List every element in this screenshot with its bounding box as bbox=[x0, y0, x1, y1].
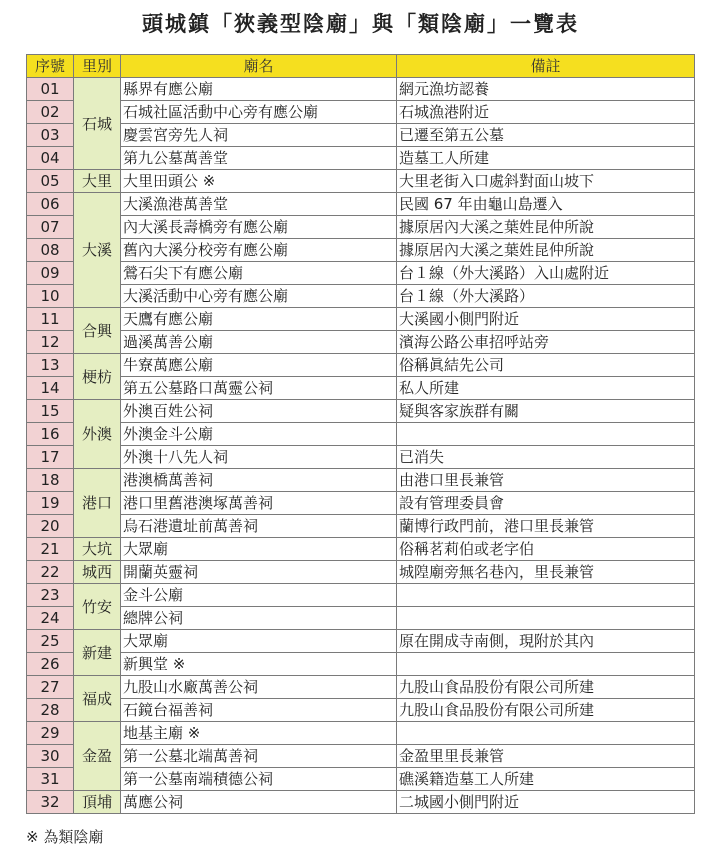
temple-name: 外澳金斗公廟 bbox=[121, 423, 397, 446]
row-number: 24 bbox=[27, 607, 74, 630]
temple-name: 九股山水廠萬善公祠 bbox=[121, 676, 397, 699]
row-number: 03 bbox=[27, 124, 74, 147]
temple-name: 外澳百姓公祠 bbox=[121, 400, 397, 423]
temple-name: 過溪萬善公廟 bbox=[121, 331, 397, 354]
table-header-row bbox=[27, 55, 695, 78]
row-number: 07 bbox=[27, 216, 74, 239]
temple-name: 總牌公祠 bbox=[121, 607, 397, 630]
table-row bbox=[27, 147, 695, 170]
row-number: 20 bbox=[27, 515, 74, 538]
row-number: 15 bbox=[27, 400, 74, 423]
remark: 金盈里里長兼管 bbox=[397, 745, 695, 768]
row-number: 01 bbox=[27, 78, 74, 101]
village-cell: 頂埔 bbox=[74, 791, 121, 814]
village-cell: 福成 bbox=[74, 676, 121, 722]
row-number: 05 bbox=[27, 170, 74, 193]
temple-table bbox=[26, 54, 695, 814]
temple-name: 第一公墓北端萬善祠 bbox=[121, 745, 397, 768]
row-number: 19 bbox=[27, 492, 74, 515]
row-number: 23 bbox=[27, 584, 74, 607]
village-cell: 大溪 bbox=[74, 193, 121, 308]
table-row bbox=[27, 354, 695, 377]
row-number: 18 bbox=[27, 469, 74, 492]
row-number: 06 bbox=[27, 193, 74, 216]
remark: 蘭博行政門前，港口里長兼管 bbox=[397, 515, 695, 538]
row-number: 04 bbox=[27, 147, 74, 170]
remark: 俗稱眞結先公司 bbox=[397, 354, 695, 377]
table-body bbox=[27, 78, 695, 814]
row-number: 31 bbox=[27, 768, 74, 791]
remark: 台１線（外大溪路） bbox=[397, 285, 695, 308]
remark: 設有管理委員會 bbox=[397, 492, 695, 515]
table-row bbox=[27, 216, 695, 239]
table-row bbox=[27, 745, 695, 768]
remark bbox=[397, 722, 695, 745]
remark: 大溪國小側門附近 bbox=[397, 308, 695, 331]
temple-name: 外澳十八先人祠 bbox=[121, 446, 397, 469]
table-row bbox=[27, 308, 695, 331]
table-row bbox=[27, 446, 695, 469]
village-cell: 梗枋 bbox=[74, 354, 121, 400]
row-number: 27 bbox=[27, 676, 74, 699]
village-cell: 城西 bbox=[74, 561, 121, 584]
row-number: 17 bbox=[27, 446, 74, 469]
table-row bbox=[27, 469, 695, 492]
remark: 大里老街入口處斜對面山坡下 bbox=[397, 170, 695, 193]
temple-name: 內大溪長壽橋旁有應公廟 bbox=[121, 216, 397, 239]
row-number: 13 bbox=[27, 354, 74, 377]
temple-name: 牛寮萬應公廟 bbox=[121, 354, 397, 377]
remark: 已消失 bbox=[397, 446, 695, 469]
table-row bbox=[27, 607, 695, 630]
table-row bbox=[27, 377, 695, 400]
remark: 城隍廟旁無名巷內，里長兼管 bbox=[397, 561, 695, 584]
temple-name: 港口里舊港澳塚萬善祠 bbox=[121, 492, 397, 515]
table-row bbox=[27, 170, 695, 193]
temple-name: 石鏡台福善祠 bbox=[121, 699, 397, 722]
temple-name: 慶雲宮旁先人祠 bbox=[121, 124, 397, 147]
temple-name: 港澳橋萬善祠 bbox=[121, 469, 397, 492]
header-no: 序號 bbox=[27, 55, 74, 78]
header-note: 備註 bbox=[397, 55, 695, 78]
temple-name: 石城社區活動中心旁有應公廟 bbox=[121, 101, 397, 124]
row-number: 28 bbox=[27, 699, 74, 722]
remark: 網元漁坊認養 bbox=[397, 78, 695, 101]
remark: 九股山食品股份有限公司所建 bbox=[397, 676, 695, 699]
table-row bbox=[27, 630, 695, 653]
village-cell: 石城 bbox=[74, 78, 121, 170]
temple-name: 開蘭英靈祠 bbox=[121, 561, 397, 584]
temple-name: 第一公墓南端積德公祠 bbox=[121, 768, 397, 791]
remark bbox=[397, 653, 695, 676]
row-number: 29 bbox=[27, 722, 74, 745]
temple-name: 大里田頭公 ※ bbox=[121, 170, 397, 193]
village-cell: 大里 bbox=[74, 170, 121, 193]
remark bbox=[397, 423, 695, 446]
temple-name: 舊內大溪分校旁有應公廟 bbox=[121, 239, 397, 262]
table-row bbox=[27, 331, 695, 354]
temple-name: 縣界有應公廟 bbox=[121, 78, 397, 101]
header-name: 廟名 bbox=[121, 55, 397, 78]
table-row bbox=[27, 78, 695, 101]
table-row bbox=[27, 722, 695, 745]
temple-name: 第五公墓路口萬靈公祠 bbox=[121, 377, 397, 400]
table-row bbox=[27, 492, 695, 515]
remark: 礁溪籍造墓工人所建 bbox=[397, 768, 695, 791]
village-cell: 新建 bbox=[74, 630, 121, 676]
remark bbox=[397, 584, 695, 607]
table-row bbox=[27, 561, 695, 584]
remark: 造墓工人所建 bbox=[397, 147, 695, 170]
row-number: 14 bbox=[27, 377, 74, 400]
row-number: 02 bbox=[27, 101, 74, 124]
temple-name: 第九公墓萬善堂 bbox=[121, 147, 397, 170]
row-number: 30 bbox=[27, 745, 74, 768]
table-row bbox=[27, 423, 695, 446]
remark: 俗稱茗莉伯或老字伯 bbox=[397, 538, 695, 561]
table-row bbox=[27, 676, 695, 699]
row-number: 09 bbox=[27, 262, 74, 285]
table-row bbox=[27, 584, 695, 607]
remark: 已遷至第五公墓 bbox=[397, 124, 695, 147]
footnote: ※ 為類陰廟 bbox=[26, 828, 104, 846]
table-row bbox=[27, 124, 695, 147]
remark: 石城漁港附近 bbox=[397, 101, 695, 124]
table-row bbox=[27, 239, 695, 262]
remark: 疑與客家族群有關 bbox=[397, 400, 695, 423]
row-number: 22 bbox=[27, 561, 74, 584]
header-village: 里別 bbox=[74, 55, 121, 78]
temple-name: 天鷹有應公廟 bbox=[121, 308, 397, 331]
temple-name: 烏石港遺址前萬善祠 bbox=[121, 515, 397, 538]
remark: 民國 67 年由龜山島遷入 bbox=[397, 193, 695, 216]
table-row bbox=[27, 791, 695, 814]
temple-name: 大眾廟 bbox=[121, 538, 397, 561]
remark: 私人所建 bbox=[397, 377, 695, 400]
remark: 濱海公路公車招呼站旁 bbox=[397, 331, 695, 354]
table-row bbox=[27, 768, 695, 791]
temple-name: 大眾廟 bbox=[121, 630, 397, 653]
table-row bbox=[27, 400, 695, 423]
village-cell: 金盈 bbox=[74, 722, 121, 791]
table-row bbox=[27, 193, 695, 216]
table-row bbox=[27, 653, 695, 676]
row-number: 21 bbox=[27, 538, 74, 561]
temple-name: 地基主廟 ※ bbox=[121, 722, 397, 745]
row-number: 32 bbox=[27, 791, 74, 814]
remark: 九股山食品股份有限公司所建 bbox=[397, 699, 695, 722]
village-cell: 外澳 bbox=[74, 400, 121, 469]
table-row bbox=[27, 699, 695, 722]
table-row bbox=[27, 285, 695, 308]
remark: 由港口里長兼管 bbox=[397, 469, 695, 492]
row-number: 08 bbox=[27, 239, 74, 262]
remark bbox=[397, 607, 695, 630]
row-number: 26 bbox=[27, 653, 74, 676]
remark: 台１線（外大溪路）入山處附近 bbox=[397, 262, 695, 285]
village-cell: 合興 bbox=[74, 308, 121, 354]
remark: 二城國小側門附近 bbox=[397, 791, 695, 814]
village-cell: 竹安 bbox=[74, 584, 121, 630]
row-number: 12 bbox=[27, 331, 74, 354]
remark: 據原居內大溪之葉姓昆仲所說 bbox=[397, 216, 695, 239]
page-title: 頭城鎮「狹義型陰廟」與「類陰廟」一覽表 bbox=[142, 11, 579, 36]
remark: 據原居內大溪之葉姓昆仲所說 bbox=[397, 239, 695, 262]
row-number: 16 bbox=[27, 423, 74, 446]
village-cell: 港口 bbox=[74, 469, 121, 538]
row-number: 25 bbox=[27, 630, 74, 653]
temple-name: 金斗公廟 bbox=[121, 584, 397, 607]
table-row bbox=[27, 538, 695, 561]
village-cell: 大坑 bbox=[74, 538, 121, 561]
temple-name: 萬應公祠 bbox=[121, 791, 397, 814]
row-number: 10 bbox=[27, 285, 74, 308]
temple-name: 鶯石尖下有應公廟 bbox=[121, 262, 397, 285]
table-row bbox=[27, 101, 695, 124]
table-row bbox=[27, 515, 695, 538]
remark: 原在開成寺南側，現附於其內 bbox=[397, 630, 695, 653]
temple-name: 新興堂 ※ bbox=[121, 653, 397, 676]
temple-name: 大溪活動中心旁有應公廟 bbox=[121, 285, 397, 308]
temple-name: 大溪漁港萬善堂 bbox=[121, 193, 397, 216]
table-row bbox=[27, 262, 695, 285]
row-number: 11 bbox=[27, 308, 74, 331]
